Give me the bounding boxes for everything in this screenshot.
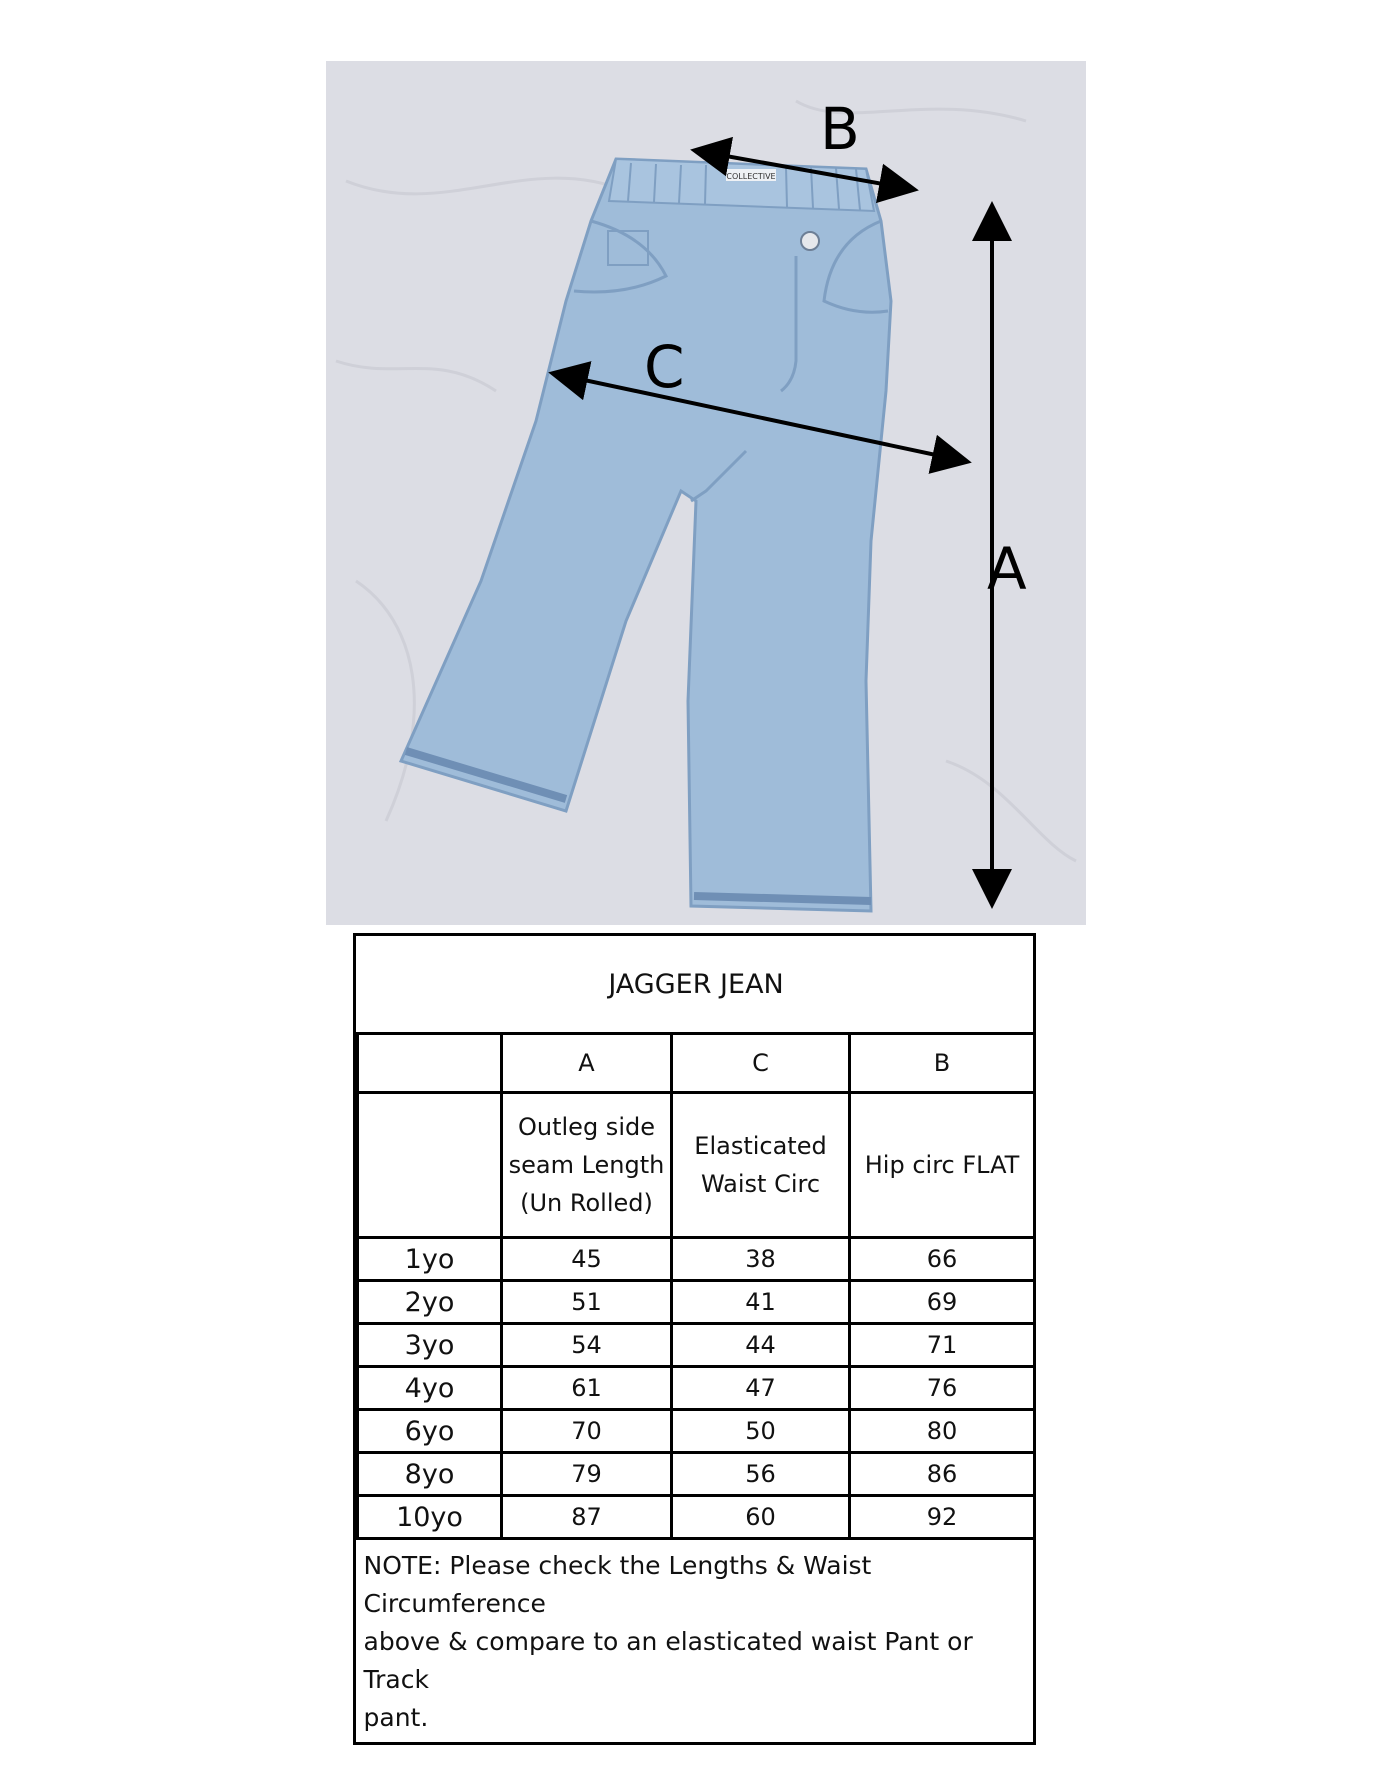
size-cell: 10yo (358, 1496, 502, 1539)
value-c: 47 (672, 1367, 850, 1410)
size-cell: 4yo (358, 1367, 502, 1410)
label-c: C (644, 333, 685, 401)
header-desc-empty (358, 1093, 502, 1238)
value-a: 61 (502, 1367, 672, 1410)
chart-title: JAGGER JEAN (358, 936, 1035, 1034)
size-cell: 6yo (358, 1410, 502, 1453)
label-b: B (820, 95, 860, 163)
size-cell: 8yo (358, 1453, 502, 1496)
value-c: 60 (672, 1496, 850, 1539)
value-b: 80 (850, 1410, 1035, 1453)
table-row (358, 1410, 1035, 1453)
header-letter-c: C (672, 1034, 850, 1093)
button-icon (801, 232, 819, 250)
value-b: 71 (850, 1324, 1035, 1367)
value-b: 86 (850, 1453, 1035, 1496)
header-desc-c: Elasticated Waist Circ (672, 1093, 850, 1238)
size-table (356, 936, 1036, 1744)
value-c: 38 (672, 1238, 850, 1281)
value-a: 51 (502, 1281, 672, 1324)
jeans-shape (401, 159, 891, 911)
header-desc-b: Hip circ FLAT (850, 1093, 1035, 1238)
value-a: 45 (502, 1238, 672, 1281)
size-chart (353, 933, 1036, 1745)
header-cell (358, 1034, 502, 1093)
header-letter-b: B (850, 1034, 1035, 1093)
table-row (358, 1281, 1035, 1324)
value-b: 76 (850, 1367, 1035, 1410)
value-a: 87 (502, 1496, 672, 1539)
product-photo (326, 61, 1086, 925)
jeans-illustration (326, 61, 1086, 925)
header-desc-a: Outleg side seam Length (Un Rolled) (502, 1093, 672, 1238)
svg-text:COLLECTIVE: COLLECTIVE (726, 172, 776, 181)
table-row (358, 1324, 1035, 1367)
header-letter-row (358, 1034, 1035, 1093)
table-row (358, 1496, 1035, 1539)
table-row (358, 1238, 1035, 1281)
size-cell: 3yo (358, 1324, 502, 1367)
note-text: NOTE: Please check the Lengths & Waist Circumference above & compare to an elasticated waist Pant or Track pant. (358, 1539, 1035, 1745)
value-b: 69 (850, 1281, 1035, 1324)
size-cell: 1yo (358, 1238, 502, 1281)
value-c: 50 (672, 1410, 850, 1453)
size-cell: 2yo (358, 1281, 502, 1324)
value-c: 41 (672, 1281, 850, 1324)
table-row (358, 1367, 1035, 1410)
header-letter-a: A (502, 1034, 672, 1093)
value-c: 56 (672, 1453, 850, 1496)
header-description-row (358, 1093, 1035, 1238)
value-b: 66 (850, 1238, 1035, 1281)
table-row (358, 1453, 1035, 1496)
value-c: 44 (672, 1324, 850, 1367)
value-a: 70 (502, 1410, 672, 1453)
value-a: 79 (502, 1453, 672, 1496)
label-a: A (987, 535, 1027, 603)
value-a: 54 (502, 1324, 672, 1367)
value-b: 92 (850, 1496, 1035, 1539)
